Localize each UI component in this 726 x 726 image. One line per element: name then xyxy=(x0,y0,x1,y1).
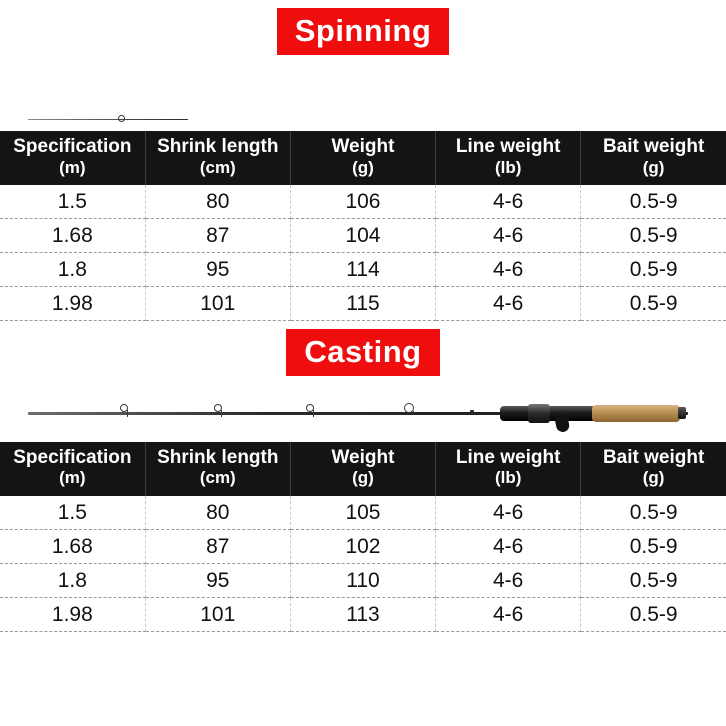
casting-spec-table xyxy=(0,442,726,632)
table-row xyxy=(0,185,726,219)
section-spinning xyxy=(0,0,726,321)
header-weight xyxy=(290,131,435,185)
cell-shrink-length: 95 xyxy=(145,563,290,597)
header-label: Weight xyxy=(331,136,395,157)
header-unit: (cm) xyxy=(199,468,236,488)
casting-table-body xyxy=(0,496,726,632)
cell-specification: 1.98 xyxy=(0,597,145,631)
header-specification xyxy=(0,442,145,496)
header-unit: (lb) xyxy=(494,157,522,177)
table-row xyxy=(0,597,726,631)
header-unit: (g) xyxy=(642,157,665,177)
reel-seat-collar xyxy=(528,404,550,423)
cell-specification: 1.5 xyxy=(0,185,145,219)
header-unit: (m) xyxy=(59,468,86,488)
header-label: Line weight xyxy=(455,136,561,157)
cell-line-weight: 4-6 xyxy=(436,252,581,286)
cell-line-weight: 4-6 xyxy=(436,218,581,252)
cork-handle-grip xyxy=(592,405,680,422)
header-unit: (g) xyxy=(642,468,665,488)
spacer-top xyxy=(0,0,726,8)
header-label: Specification xyxy=(13,446,132,468)
header-specification xyxy=(0,131,145,185)
spinning-table-body xyxy=(0,185,726,321)
table-row xyxy=(0,252,726,286)
cell-specification: 1.8 xyxy=(0,563,145,597)
cell-bait-weight: 0.5-9 xyxy=(581,529,726,563)
header-shrink-length xyxy=(145,442,290,496)
cell-specification: 1.8 xyxy=(0,252,145,286)
spacer-mid xyxy=(0,321,726,329)
cell-shrink-length: 87 xyxy=(145,529,290,563)
cell-bait-weight: 0.5-9 xyxy=(581,218,726,252)
cell-specification: 1.98 xyxy=(0,286,145,320)
casting-table-head xyxy=(0,442,726,496)
header-unit: (m) xyxy=(59,157,86,177)
header-unit: (g) xyxy=(352,157,374,177)
cell-shrink-length: 95 xyxy=(145,252,290,286)
cell-specification: 1.68 xyxy=(0,529,145,563)
cell-weight: 110 xyxy=(290,563,435,597)
cell-weight: 105 xyxy=(290,496,435,530)
header-label: Shrink length xyxy=(157,136,279,157)
cell-line-weight: 4-6 xyxy=(436,286,581,320)
cell-weight: 104 xyxy=(290,218,435,252)
spinning-rod-illustration xyxy=(0,59,726,131)
cell-weight: 114 xyxy=(290,252,435,286)
cell-line-weight: 4-6 xyxy=(436,496,581,530)
header-line-weight xyxy=(436,131,581,185)
cell-line-weight: 4-6 xyxy=(436,597,581,631)
header-unit: (lb) xyxy=(494,468,522,488)
spinning-table-head xyxy=(0,131,726,185)
guide-leg xyxy=(127,410,128,417)
spinning-title-badge: Spinning xyxy=(277,8,450,55)
cell-specification: 1.5 xyxy=(0,496,145,530)
header-line-weight xyxy=(436,442,581,496)
table-row xyxy=(0,286,726,320)
cell-weight: 113 xyxy=(290,597,435,631)
butt-cap xyxy=(678,407,686,419)
guide-leg xyxy=(313,410,314,417)
cell-bait-weight: 0.5-9 xyxy=(581,597,726,631)
header-label: Specification xyxy=(13,136,132,157)
cell-bait-weight: 0.5-9 xyxy=(581,286,726,320)
guide-leg xyxy=(221,410,222,417)
table-row xyxy=(0,529,726,563)
cell-weight: 106 xyxy=(290,185,435,219)
table-row xyxy=(0,218,726,252)
cell-bait-weight: 0.5-9 xyxy=(581,563,726,597)
cell-line-weight: 4-6 xyxy=(436,563,581,597)
header-label: Weight xyxy=(331,446,395,468)
cell-bait-weight: 0.5-9 xyxy=(581,252,726,286)
cell-shrink-length: 87 xyxy=(145,218,290,252)
cell-line-weight: 4-6 xyxy=(436,529,581,563)
cell-shrink-length: 101 xyxy=(145,597,290,631)
section-casting xyxy=(0,321,726,632)
casting-rod-illustration xyxy=(0,380,726,442)
header-label: Bait weight xyxy=(602,446,705,468)
header-bait-weight xyxy=(581,131,726,185)
spinning-spec-table xyxy=(0,131,726,321)
guide-leg xyxy=(413,411,414,415)
trigger-grip xyxy=(555,416,571,433)
cell-bait-weight: 0.5-9 xyxy=(581,496,726,530)
header-label: Line weight xyxy=(455,446,561,468)
cell-specification: 1.68 xyxy=(0,218,145,252)
thread-wrap xyxy=(470,410,474,415)
table-header-row xyxy=(0,131,726,185)
cell-line-weight: 4-6 xyxy=(436,185,581,219)
header-label: Bait weight xyxy=(602,136,705,157)
header-shrink-length xyxy=(145,131,290,185)
cell-weight: 102 xyxy=(290,529,435,563)
cell-shrink-length: 80 xyxy=(145,496,290,530)
header-unit: (g) xyxy=(352,468,374,488)
header-label: Shrink length xyxy=(157,446,279,468)
table-row xyxy=(0,496,726,530)
spinning-title-wrap xyxy=(0,8,726,55)
table-header-row xyxy=(0,442,726,496)
rod-tip-segment xyxy=(28,119,188,120)
header-bait-weight xyxy=(581,442,726,496)
cell-shrink-length: 80 xyxy=(145,185,290,219)
line-guide-icon xyxy=(118,115,125,122)
table-row xyxy=(0,563,726,597)
casting-title-wrap xyxy=(0,329,726,376)
cell-shrink-length: 101 xyxy=(145,286,290,320)
header-unit: (cm) xyxy=(199,157,236,177)
header-weight xyxy=(290,442,435,496)
cell-weight: 115 xyxy=(290,286,435,320)
casting-title-badge: Casting xyxy=(286,329,439,376)
cell-bait-weight: 0.5-9 xyxy=(581,185,726,219)
